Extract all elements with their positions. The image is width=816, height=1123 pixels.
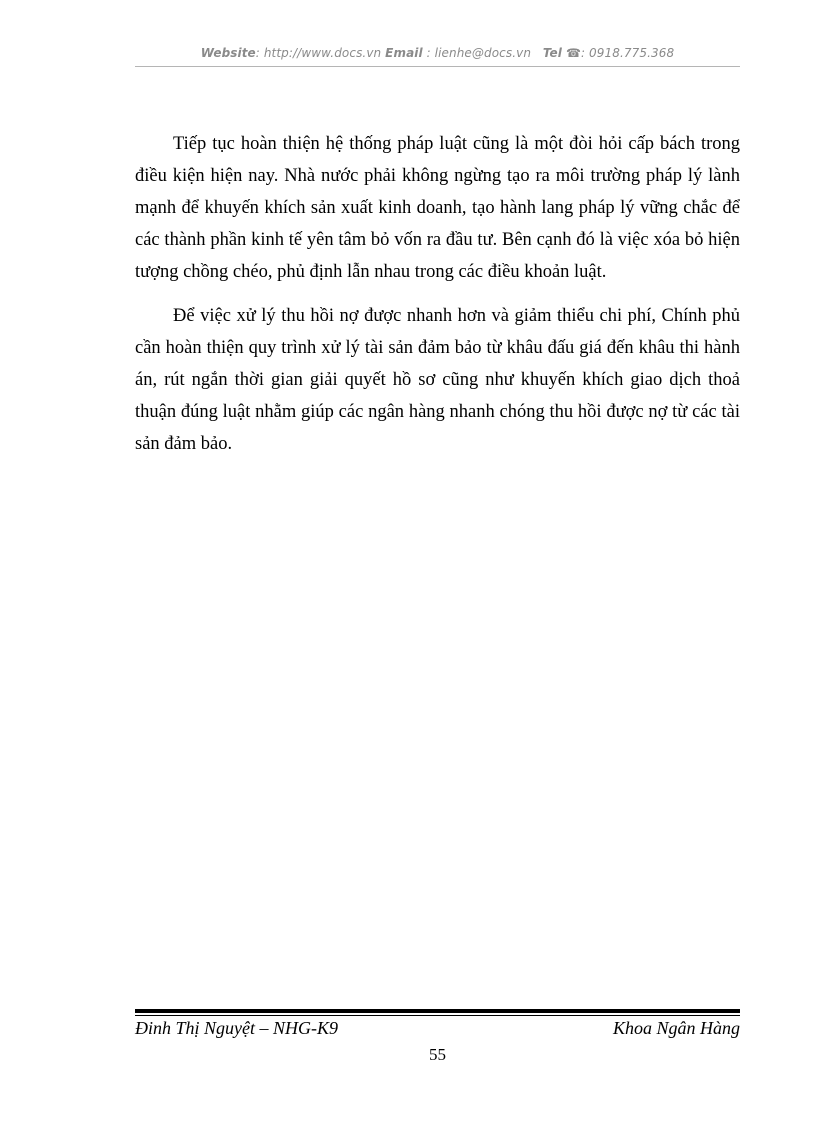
email-label: Email	[385, 46, 423, 60]
phone-icon: ☎	[565, 46, 581, 60]
email-value: : lienhe@docs.vn	[422, 46, 532, 60]
page-footer	[135, 1018, 740, 1042]
footer-author: Đinh Thị Nguyệt – NHG-K9	[135, 1018, 339, 1038]
website-value: : http://www.docs.vn	[255, 46, 382, 60]
tel-value: : 0918.775.368	[581, 46, 675, 60]
paragraph-1: Tiếp tục hoàn thiện hệ thống pháp luật cũng là một đòi hỏi cấp bách trong điều kiện hiện nay. Nhà nước phải không ngừng tạo ra môi trường pháp lý lành mạnh để khuyến khích sản xuất kinh doanh, tạo hành lang pháp lý vững chắc để các thành phần kinh tế yên tâm bỏ vốn ra đầu tư. Bên cạnh đó là việc xóa bỏ hiện tượng chồng chéo, phủ định lẫn nhau trong các điều khoản luật.	[135, 134, 740, 282]
page-number: 55	[429, 1045, 446, 1064]
website-label: Website	[200, 46, 256, 60]
header-divider	[135, 66, 740, 67]
footer-divider-thin	[135, 1015, 740, 1016]
tel-label: Tel	[542, 46, 563, 60]
footer-divider-thick	[135, 1009, 740, 1013]
body-text	[135, 128, 740, 472]
page-header	[135, 46, 740, 60]
paragraph-2: Để việc xử lý thu hồi nợ được nhanh hơn và giảm thiểu chi phí, Chính phủ cần hoàn thiện quy trình xử lý tài sản đảm bảo từ khâu đấu giá đến khâu thi hành án, rút ngắn thời gian giải quyết hồ sơ cũng như khuyến khích giao dịch thoả thuận đúng luật nhằm giúp các ngân hàng nhanh chóng thu hồi được nợ từ các tài sản đảm bảo.	[135, 306, 740, 454]
footer-department: Khoa Ngân Hàng	[612, 1018, 740, 1038]
